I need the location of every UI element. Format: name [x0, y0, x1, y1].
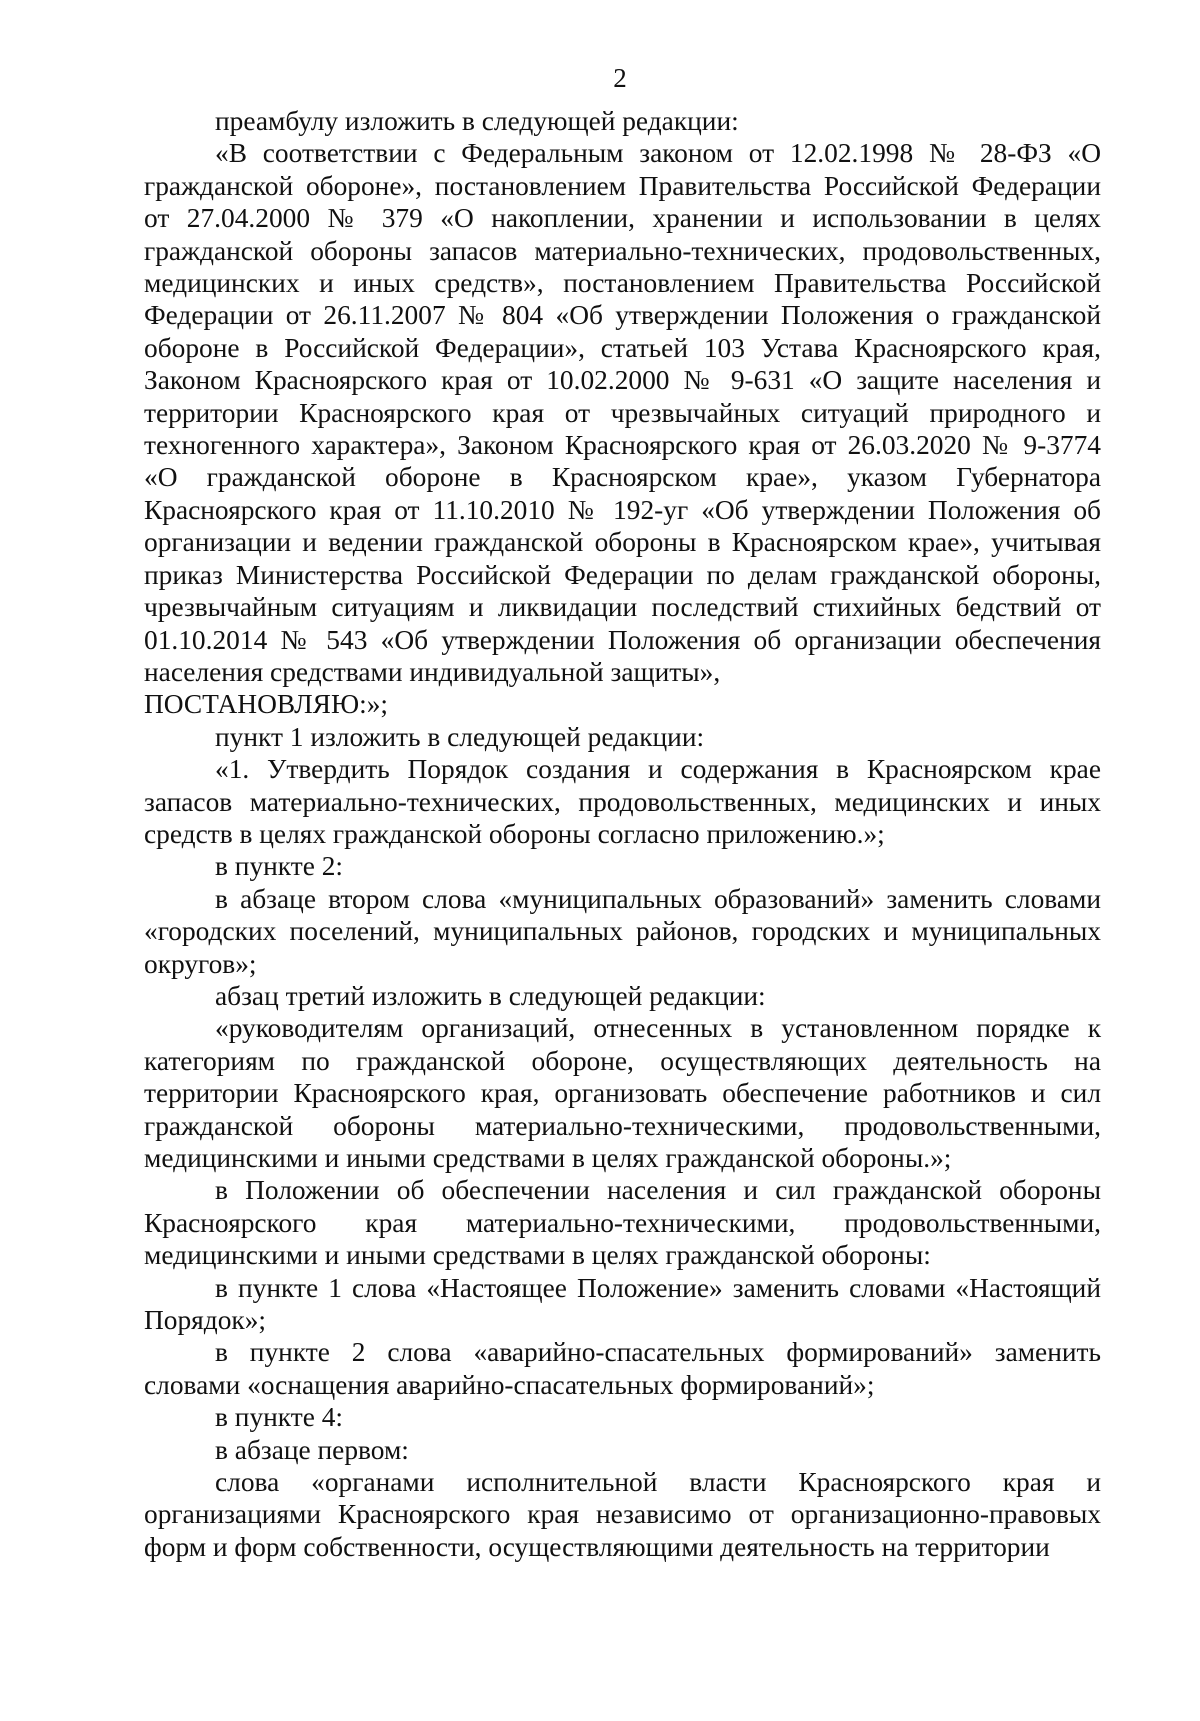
paragraph-item2-abz3-text: «руководителям организаций, отнесенных в установленном порядке к категориям по гражданской обороне, осуществляющих деятельность на территории Красноярского края, организовать обеспечение работников и сил гражданской обороны материально-техническими, продовольственными, медицинскими и иными средствами в целях гражданской обороны.»;: [144, 1013, 1101, 1173]
paragraph-item2-abz3-intro: абзац третий изложить в следующей редакции:: [215, 980, 766, 1011]
paragraph-polozhenie-p2: в пункте 2 слова «аварийно-спасательных формирований» заменить словами «оснащения аварийно-спасательных формирований»;: [144, 1337, 1101, 1400]
paragraph-polozhenie-p4-words: слова «органами исполнительной власти Красноярского края и организациями Красноярского края независимо от организационно-правовых форм и форм собственности, осуществляющими деятельность на территории: [144, 1467, 1101, 1562]
paragraph-polozhenie-p1: в пункте 1 слова «Настоящее Положение» заменить словами «Настоящий Порядок»;: [144, 1272, 1101, 1336]
paragraph-item1-intro: пункт 1 изложить в следующей редакции:: [215, 721, 705, 752]
paragraph-preamble-text: «В соответствии с Федеральным законом от 12.02.1998 № 28-ФЗ «О гражданской обороне», постановлением Правительства Российской Федерации от 27.04.2000 № 379 «О накоплении, хранении и использовании в целях гражданской обороны запасов материально-технических, продовольственных, медицинских и иных средств», постановлением Правительства Российской Федерации от 26.11.2007 № 804 «Об утверждении Положения о гражданской обороне в Российской Федерации», статьей 103 Устава Красноярского края, Законом Красноярского края от 10.02.2000 № 9-631 «О защите населения и территории Красноярского края от чрезвычайных ситуаций природного и техногенного характера», Законом Красноярского края от 26.03.2020 № 9-3774 «О гражданской обороне в Красноярском крае», указом Губернатора Красноярского края от 11.10.2010 № 192-уг «Об утверждении Положения об организации и ведении гражданской обороны в Красноярском крае», учитывая приказ Министерства Российской Федерации по делам гражданской обороны, чрезвычайным ситуациям и ликвидации последствий стихийных бедствий от 01.10.2014 № 543 «Об утверждении Положения об организации обеспечения населения средствами индивидуальной защиты»,: [144, 138, 1101, 687]
paragraph-polozhenie-p4-abz1: в абзаце первом:: [215, 1434, 409, 1465]
paragraph-preamble-intro: преамбулу изложить в следующей редакции:: [215, 106, 739, 136]
paragraph-polozhenie-p4: в пункте 4:: [215, 1402, 344, 1433]
paragraph-item1-text: «1. Утвердить Порядок создания и содержания в Красноярском крае запасов материально-технических, продовольственных, медицинских и иных средств в целях гражданской обороны согласно приложению.»;: [144, 754, 1101, 849]
paragraph-item2-intro: в пункте 2:: [215, 851, 344, 882]
page-number: 2: [613, 63, 627, 93]
paragraph-postanovlyayu: ПОСТАНОВЛЯЮ:»;: [144, 689, 389, 720]
paragraph-polozhenie-intro: в Положении об обеспечении населения и сил гражданской обороны Красноярского края материально-техническими, продовольственными, медицинскими и иными средствами в целях гражданской обороны:: [144, 1175, 1101, 1271]
document-body: [144, 105, 1101, 1563]
paragraph-item2-abz2: в абзаце втором слова «муниципальных образований» заменить словами «городских поселений, муниципальных районов, городских и муниципальных округов»;: [144, 883, 1101, 979]
